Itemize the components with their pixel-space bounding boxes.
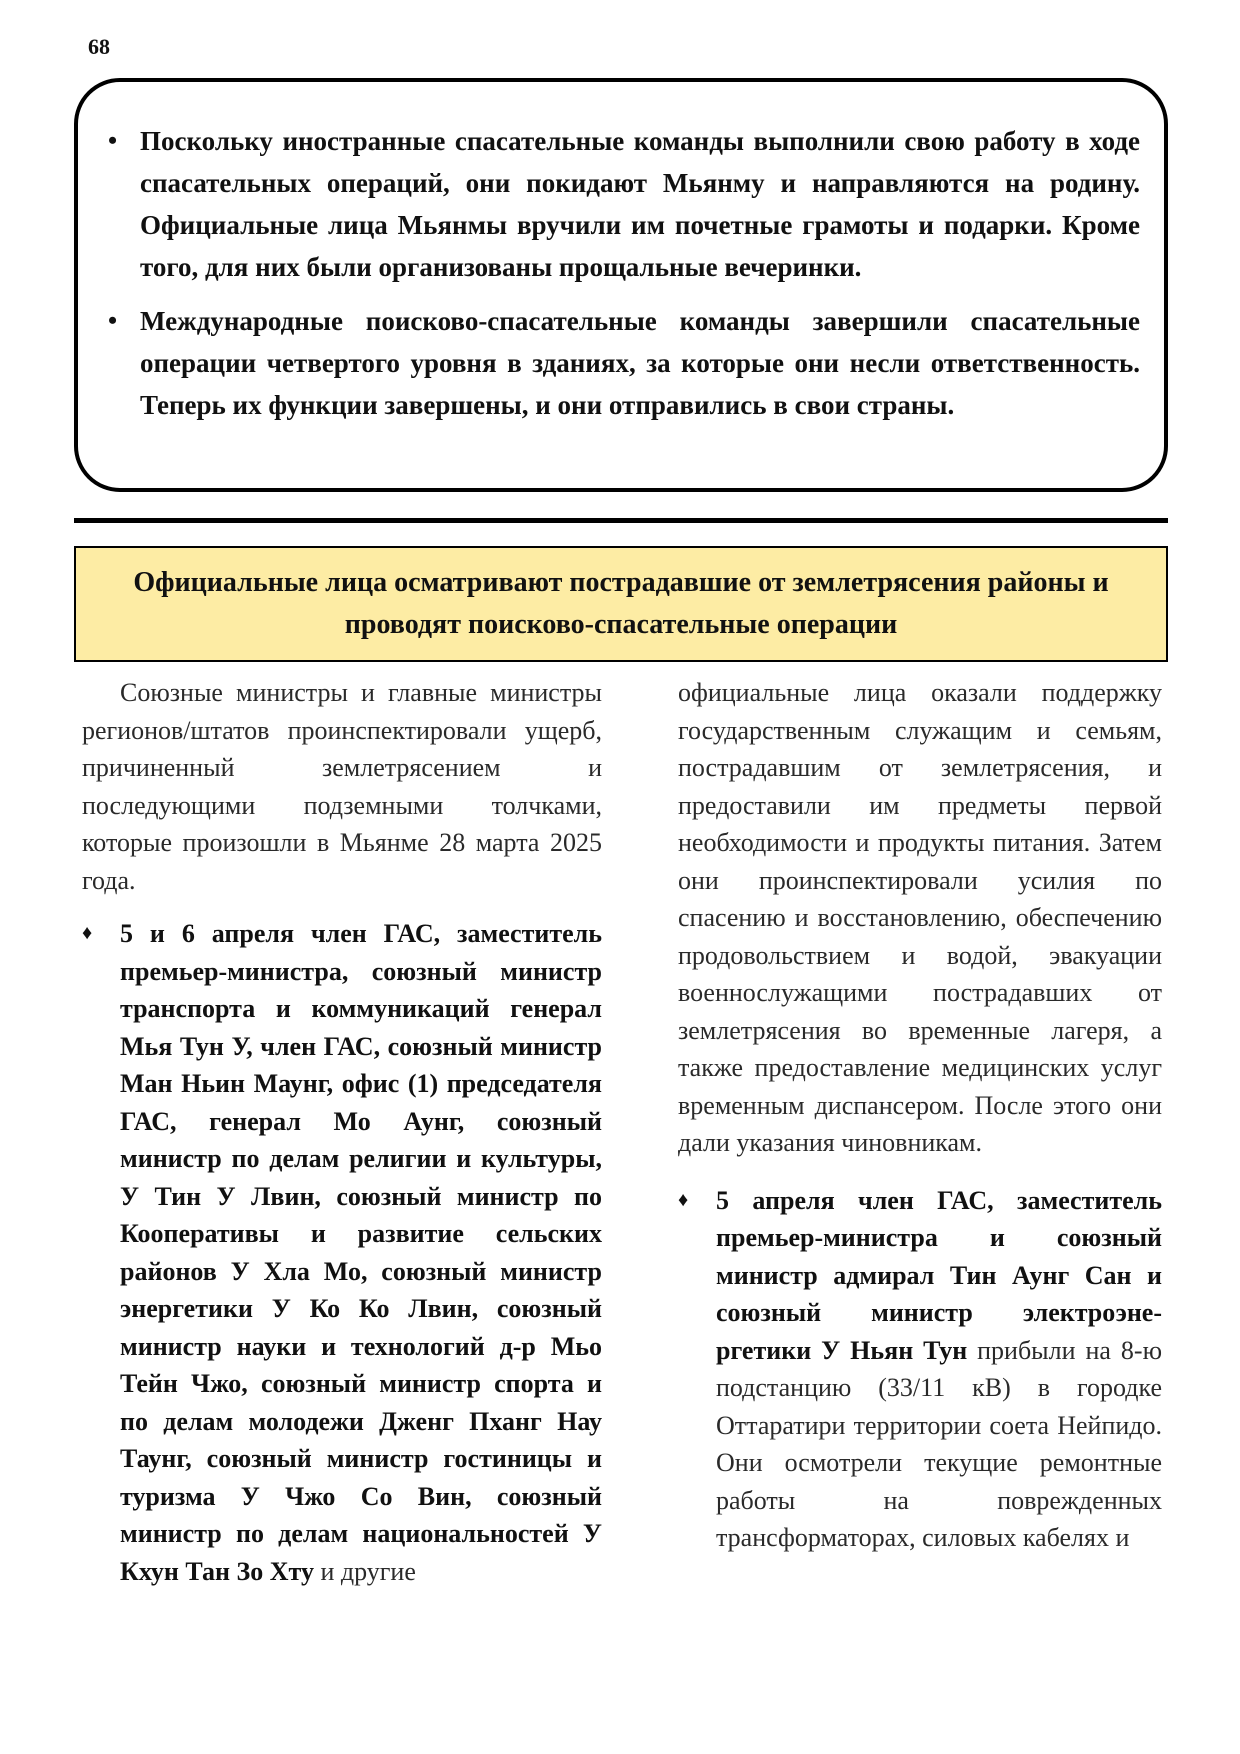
bullet-paragraph bbox=[82, 915, 602, 1590]
notice-box bbox=[74, 78, 1168, 492]
bullet-paragraph bbox=[678, 1182, 1162, 1557]
bullet-bold-text: 5 апреля член ГАС, заместитель премьер-министра и союзный министр адмирал Тин Аунг Сан и союзный министр электроэне-ргетики У Ньян Тун bbox=[716, 1185, 1162, 1365]
notice-list bbox=[108, 120, 1140, 438]
horizontal-divider bbox=[74, 518, 1168, 523]
diamond-bullet-icon: ♦ bbox=[678, 1188, 689, 1211]
notice-text: Международные поисково-спасательные команды завершили спасательные операции четвертого уровня в зданиях, за которые они несли ответственность. Теперь их функции завершены, и они отправились в свои страны. bbox=[140, 306, 1140, 420]
left-column bbox=[82, 674, 602, 1590]
section-heading-box bbox=[74, 546, 1168, 662]
bullet-icon: • bbox=[108, 306, 118, 335]
page-number: 68 bbox=[88, 34, 110, 59]
continuation-paragraph: официальные лица оказали поддержку государственным служащим и семьям, пострадавшим от землетрясения, и предоставили им предметы первой необходимости и продукты питания. Затем они проинспектировали усилия по спасению и восстановлению, обеспечению продовольствием и водой, эвакуации военнослужащими пострадавших от землетрясения во временные лагеря, а также предоставление медицинских услуг временным диспансером. После этого они дали указания чиновникам. bbox=[678, 678, 1162, 1157]
diamond-bullet-icon: ♦ bbox=[82, 922, 93, 944]
bullet-regular-text: и другие bbox=[313, 1556, 416, 1586]
bullet-icon: • bbox=[108, 126, 118, 155]
intro-paragraph: Союзные министры и главные министры регионов/штатов проинспектировали ущерб, причиненный землетрясением и последующими подземными толчками, которые произошли в Мьянме 28 марта 2025 года. bbox=[82, 678, 602, 895]
section-heading: Официальные лица осматривают пострадавшие от землетрясения районы и проводят поисково-спасательные операции bbox=[133, 567, 1109, 640]
bullet-bold-text: 5 и 6 апреля член ГАС, заместитель премьер-министра, союзный министр транспорта и коммуникаций генерал Мья Тун У, член ГАС, союзный министр Ман Ньин Маунг, офис (1) председателя ГАС, генерал Мо Аунг, союзный министр по делам религии и культуры, У Тин У Лвин, союзный министр по Кооперативы и развитие сельских районов У Хла Мо, союзный министр энергетики У Ко Ко Лвин, союзный министр науки и технологий д-р Мьо Тейн Чжо, союзный министр спорта и по делам молодежи Дженг Пханг Нау Таунг, союзный министр гостиницы и туризма У Чжо Со Вин, союзный министр по делам национальностей У Кхун Тан Зо Хту bbox=[120, 919, 602, 1586]
notice-text: Поскольку иностранные спасательные команды выполнили свою работу в ходе спасательных операций, они покидают Мьянму и направляются на родину. Официальные лица Мьянмы вручили им почетные грамоты и подарки. Кроме того, для них были организованы прощальные вечеринки. bbox=[140, 126, 1140, 282]
right-column bbox=[678, 674, 1162, 1557]
notice-item bbox=[108, 300, 1140, 426]
bullet-regular-text: прибыли на 8-ю подстанцию (33/11 кВ) в городке Оттаратири территории соета Нейпидо. Они осмотрели текущие ремонтные работы на поврежденных трансформаторах, силовых кабелях и bbox=[716, 1335, 1162, 1552]
notice-item bbox=[108, 120, 1140, 288]
